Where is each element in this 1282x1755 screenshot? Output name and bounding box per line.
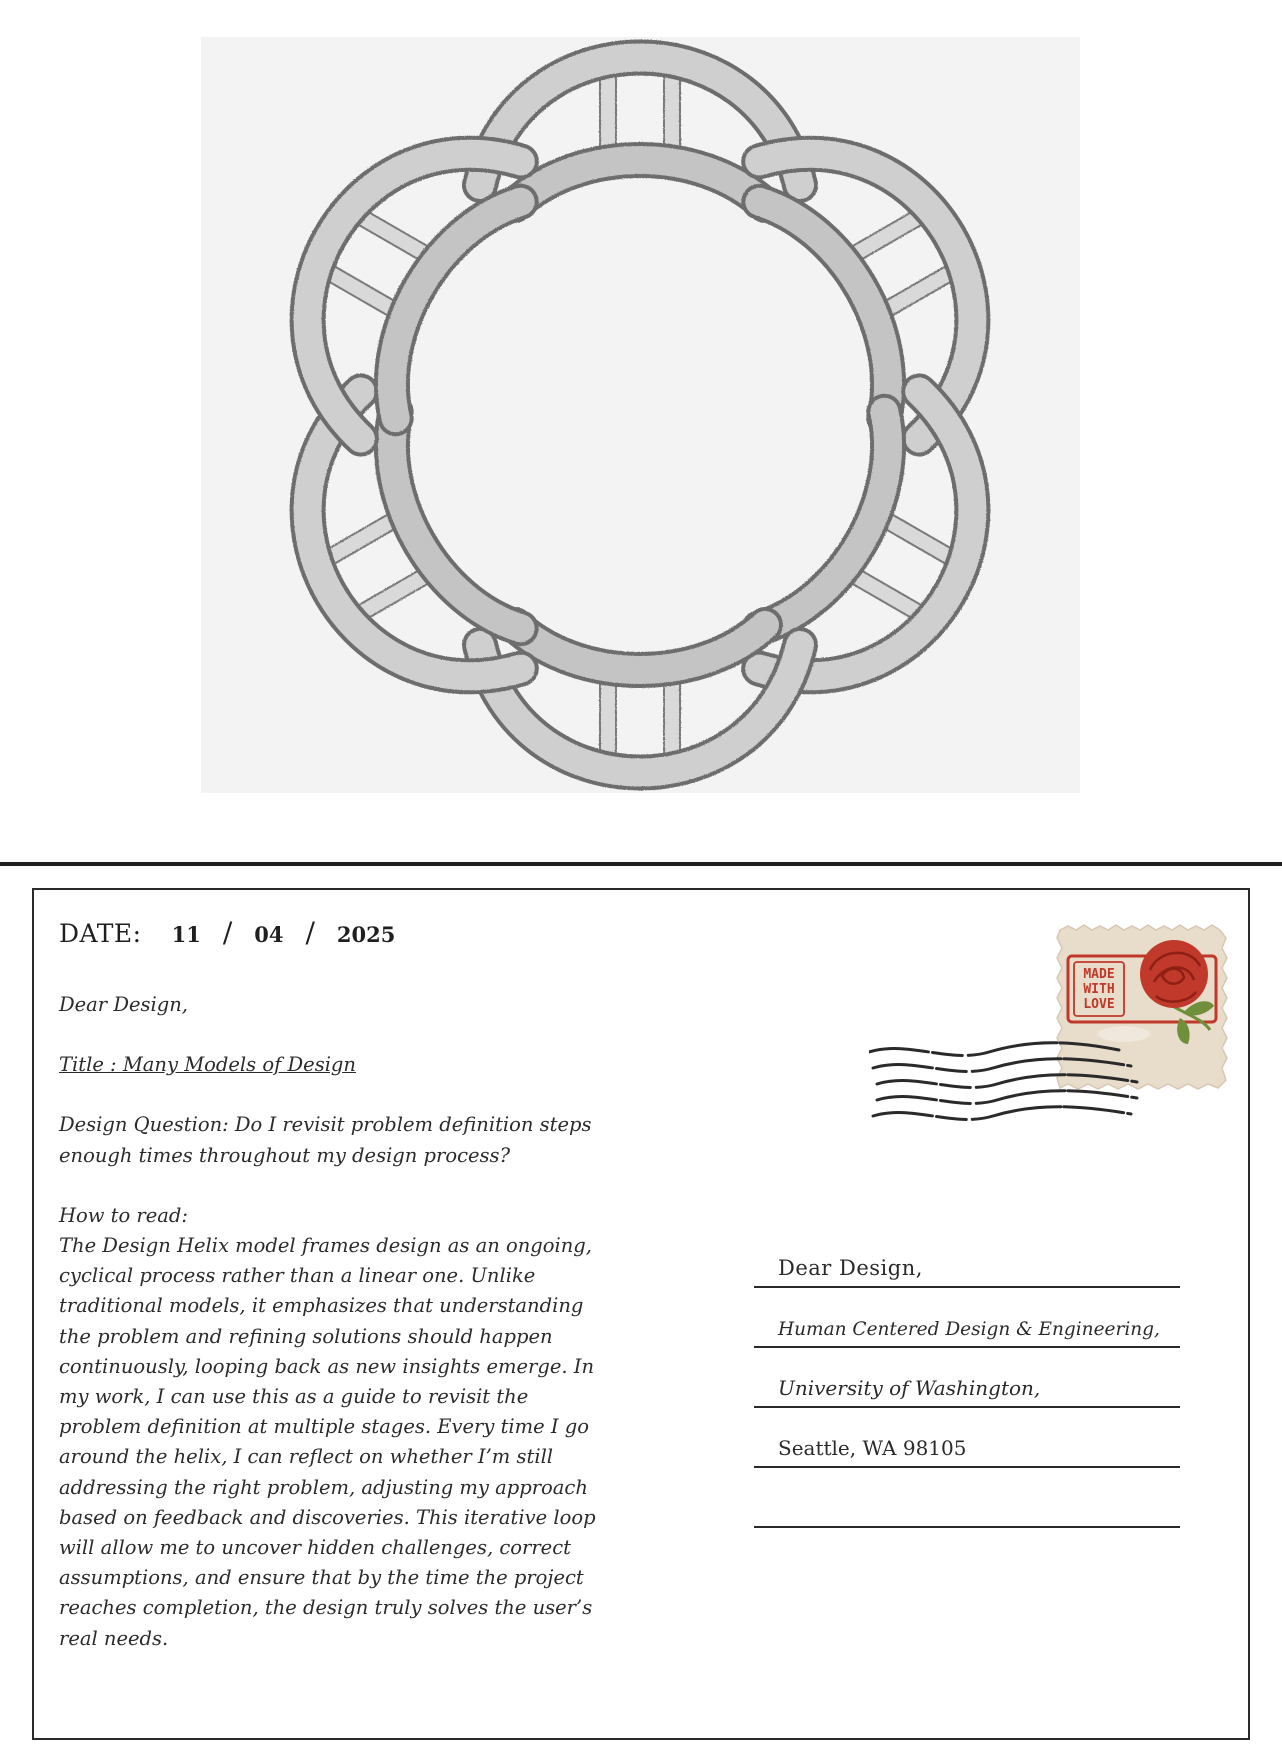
address-university: University of Washington,: [778, 1376, 1041, 1400]
design-helix-sketch: [201, 37, 1080, 793]
section-divider: [0, 862, 1282, 866]
stamp-text-2: WITH: [1083, 982, 1115, 997]
address-line-1: [754, 1228, 1180, 1288]
postcard: [32, 888, 1250, 1740]
address-line-5: [754, 1468, 1180, 1528]
stamp-text-1: MADE: [1083, 967, 1115, 982]
postmark-wavy-lines-icon: [869, 1030, 1144, 1130]
card-title: Title : Many Models of Design: [59, 1053, 356, 1077]
greeting: Dear Design,: [59, 993, 188, 1016]
date-year: 2025: [336, 922, 396, 947]
design-question: Design Question: Do I revisit problem definition steps enough times throughout my design process?: [59, 1113, 592, 1167]
address-city: Seattle, WA 98105: [778, 1436, 967, 1460]
address-department: Human Centered Design & Engineering,: [778, 1319, 1160, 1340]
address-line-2: [754, 1288, 1180, 1348]
message-column: [59, 990, 599, 1654]
postmark: [869, 1030, 1144, 1130]
helix-drawing-icon: [201, 37, 1080, 793]
address-line-4: [754, 1408, 1180, 1468]
date-month: 11: [171, 922, 201, 947]
date-row: [59, 916, 395, 949]
how-to-read-body: The Design Helix model frames design as an ongoing, cyclical process rather than a linear one. Unlike traditional models, it emphasizes that understanding the problem and refining solutions should happen continuously, looping back as new insights emerge. In my work, I can use this as a guide to revisit the problem definition at multiple stages. Every time I go around the helix, I can reflect on whether I’m still addressing the right problem, adjusting my approach based on feedback and discoveries. This iterative loop will allow me to uncover hidden challenges, correct assumptions, and ensure that by the time the project reaches completion, the design truly solves the user’s real needs.: [59, 1234, 596, 1650]
date-separator: /: [305, 916, 315, 949]
address-recipient: Dear Design,: [778, 1256, 923, 1280]
address-block: [754, 1228, 1180, 1528]
address-line-3: [754, 1348, 1180, 1408]
stamp-text-3: LOVE: [1083, 997, 1115, 1012]
date-label: DATE:: [59, 919, 142, 948]
date-separator: /: [222, 916, 233, 949]
date-day: 04: [254, 922, 284, 947]
how-to-read-heading: How to read:: [59, 1203, 188, 1227]
